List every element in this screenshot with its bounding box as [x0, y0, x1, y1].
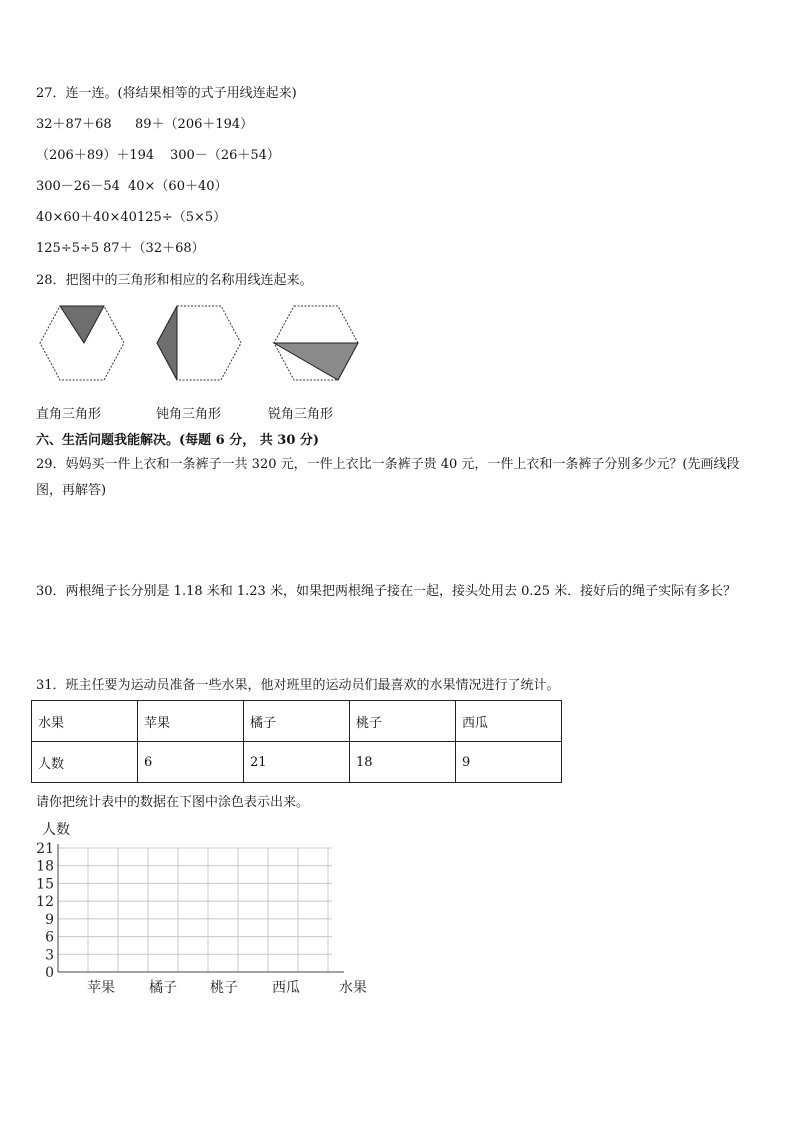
table-cell: 人数 [32, 742, 138, 783]
x-tick-label: 桃子 [210, 980, 238, 996]
q28-name-obtuse-triangle[interactable]: 钝角三角形 [156, 407, 222, 422]
table-row [32, 742, 562, 783]
table-header-cell: 西瓜 [456, 701, 562, 742]
q27-expr-right-5[interactable]: 87＋（32＋68） [103, 241, 205, 256]
q31-instruction: 请你把统计表中的数据在下图中涂色表示出来。 [36, 795, 310, 810]
table-header-cell: 桃子 [350, 701, 456, 742]
x-tick-label: 橘子 [149, 980, 177, 996]
table-cell: 21 [244, 742, 350, 783]
table-header-cell: 橘子 [244, 701, 350, 742]
x-tick-label: 苹果 [87, 980, 115, 996]
q28-title: 28．把图中的三角形和相应的名称用线连起来。 [36, 273, 313, 288]
q27-expr-right-2[interactable]: 300－（26＋54） [170, 148, 280, 163]
table-cell: 9 [456, 742, 562, 783]
x-tick-label: 西瓜 [272, 980, 300, 996]
q27-expr-left-4[interactable]: 40×60＋40×40 [36, 210, 137, 225]
q27-expr-right-1[interactable]: 89＋（206＋194） [135, 117, 254, 132]
hexagon-figure-1[interactable] [38, 303, 128, 383]
q27-expr-left-1[interactable]: 32＋87＋68 [36, 117, 112, 132]
q30-text: 30．两根绳子长分别是 1.18 米和 1.23 米，如果把两根绳子接在一起，接头处用去 0.25 米．接好后的绳子实际有多长？ [36, 584, 737, 599]
q28-name-right-triangle[interactable]: 直角三角形 [36, 407, 102, 422]
table-header-cell: 水果 [32, 701, 138, 742]
hexagon-figure-3[interactable] [272, 303, 362, 383]
q27-expr-right-3[interactable]: 40×（60＋40） [128, 179, 228, 194]
y-tick-label: 12 [36, 894, 54, 911]
table-cell: 18 [350, 742, 456, 783]
q27-expr-left-2[interactable]: （206＋89）＋194 [36, 148, 155, 163]
y-tick-label: 0 [45, 965, 54, 981]
y-tick-label: 15 [36, 876, 54, 893]
y-tick-label: 6 [45, 929, 54, 946]
hexagon-figure-2[interactable] [155, 303, 245, 383]
section-6-title: 六、生活问题我能解决。(每题 6 分， 共 30 分) [36, 433, 320, 448]
y-tick-label: 3 [45, 947, 54, 964]
q29-text: 29．妈妈买一件上衣和一条裤子一共 320 元，一件上衣比一条裤子贵 40 元，一件上衣和一条裤子分别多少元？(先画线段图，再解答) [36, 457, 740, 498]
y-tick-label: 18 [36, 858, 54, 875]
x-axis-label: 水果 [339, 980, 367, 996]
q31-text: 31．班主任要为运动员准备一些水果，他对班里的运动员们最喜欢的水果情况进行了统计。 [36, 678, 560, 693]
q27-expr-left-3[interactable]: 300－26－54 [36, 179, 120, 194]
table-cell: 6 [138, 742, 244, 783]
q27-expr-right-4[interactable]: 125÷（5×5） [137, 210, 227, 225]
fruit-bar-chart[interactable] [32, 818, 392, 1008]
q27-expr-left-5[interactable]: 125÷5÷5 [36, 241, 100, 256]
y-axis-label: 人数 [42, 822, 70, 838]
table-row [32, 701, 562, 742]
y-tick-label: 21 [36, 841, 54, 857]
table-header-cell: 苹果 [138, 701, 244, 742]
q28-name-acute-triangle[interactable]: 锐角三角形 [268, 407, 334, 422]
y-tick-label: 9 [45, 911, 54, 928]
q27-title: 27．连一连。(将结果相等的式子用线连起来) [36, 86, 297, 101]
fruit-stats-table [31, 700, 562, 783]
